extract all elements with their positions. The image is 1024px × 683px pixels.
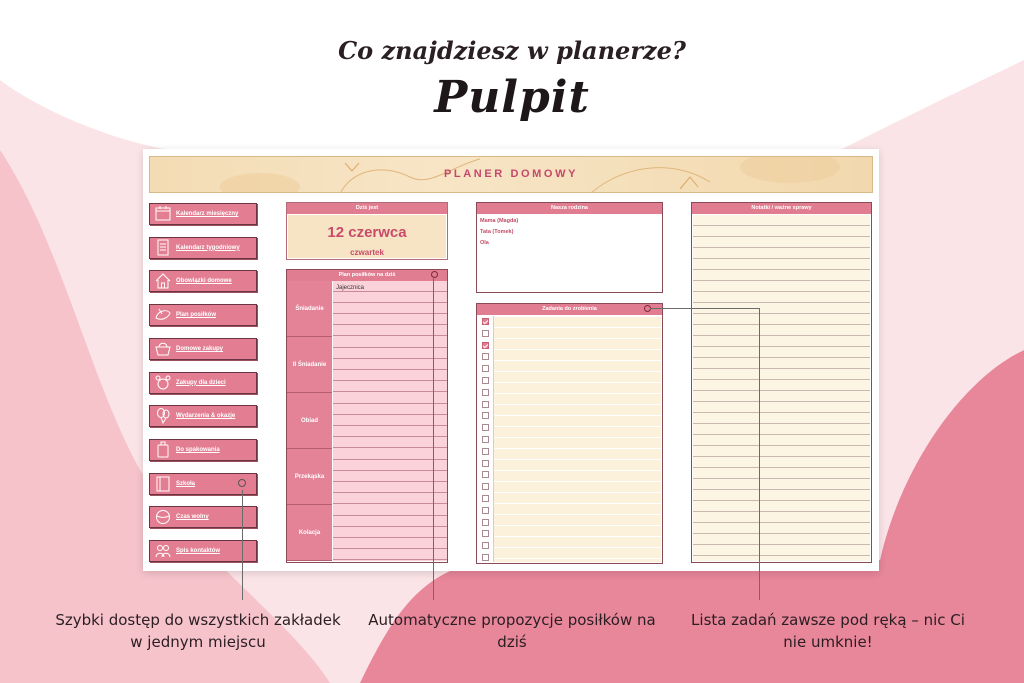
planner-banner [149,156,873,193]
nav-item[interactable] [149,237,257,259]
nav-item-label: Kalendarz tygodniowy [176,244,240,251]
todo-checkbox[interactable] [482,483,489,490]
todo-checkbox[interactable] [482,412,489,419]
nav-item[interactable] [149,203,257,225]
nav-item[interactable] [149,506,257,528]
today-body [288,215,446,258]
book-icon [150,474,176,494]
family-member: Mama (Magda) [480,218,519,224]
ball-icon [150,507,176,527]
meal-entry-area[interactable] [333,337,447,393]
todo-checkbox[interactable] [482,436,489,443]
nav-item-label: Kalendarz miesięczny [176,211,239,217]
nav-item-label: Czas wolny [176,514,209,521]
house-icon [150,271,176,291]
nav-item[interactable] [149,372,257,394]
family-box [476,202,663,293]
caption-left: Szybki dostęp do wszystkich zakładek w jednym miejscu [55,611,341,651]
todo-checkbox[interactable] [482,519,489,526]
meal-plan-header: Plan posiłków na dziś [287,270,447,281]
notes-header: Notatki / ważne sprawy [692,203,871,214]
today-box [286,202,448,260]
nav-item-label: Szkoła [176,480,196,487]
caption-right: Lista zadań zawsze pod ręką – nic Ci nie umknie! [691,611,965,651]
todo-checkbox[interactable] [482,401,489,408]
todo-lines[interactable] [493,316,661,562]
nav-item[interactable] [149,338,257,360]
todo-header: Zadania do zrobienia [477,304,662,315]
family-header: Nasza rodzina [477,203,662,214]
caption-center: Automatyczne propozycje posiłków na dziś [368,611,656,651]
notes-box [691,202,872,563]
today-header: Dziś jest [287,203,447,214]
calendar-icon [150,204,176,224]
food-icon [150,305,176,325]
todo-checkbox[interactable] [482,448,489,455]
nav-item-label: Plan posiłków [176,312,217,319]
today-weekday: czwartek [350,248,384,257]
callout-line-center [433,276,434,600]
todo-checkbox[interactable] [482,530,489,537]
nav-callout-dot [238,479,246,487]
todo-checkbox[interactable] [482,330,489,337]
nav-item-label: Zakupy dla dzieci [176,379,226,386]
callout-line-right-h [650,308,760,309]
suitcase-icon [150,440,176,460]
meal-plan-box [286,269,448,563]
nav-item-label: Domowe zakupy [176,345,224,352]
meal-label: Obiad [287,393,332,449]
todo-checkbox[interactable] [482,389,489,396]
todo-checkbox[interactable] [482,460,489,467]
todo-box [476,303,663,564]
todo-checkbox[interactable] [482,318,489,325]
meal-entry-area[interactable] [333,505,447,561]
todo-checkbox[interactable] [482,542,489,549]
todo-checkbox[interactable] [482,471,489,478]
todo-checkbox[interactable] [482,495,489,502]
meal-label: Kolacja [287,505,332,561]
meal-label: Przekąska [287,449,332,505]
todo-checkbox[interactable] [482,424,489,431]
nav-item[interactable] [149,540,257,562]
page-subtitle: Co znajdziesz w planerze? [338,36,686,65]
meal-entry-breakfast[interactable]: Jajecznica [336,285,365,291]
family-member: Ola [480,240,489,246]
callout-line-left [242,490,243,600]
todo-checkbox[interactable] [482,554,489,561]
meal-label: II Śniadanie [287,337,332,393]
basket-icon [150,339,176,359]
nav-item-label: Spis kontaktów [176,548,221,554]
today-date: 12 czerwca [327,224,407,241]
meal-entry-area[interactable] [333,449,447,505]
nav-item[interactable] [149,439,257,461]
family-member: Tata (Tomek) [480,229,514,235]
meal-label: Śniadanie [287,281,332,337]
todo-checkbox[interactable] [482,353,489,360]
people-icon [150,541,176,561]
balloons-icon [150,406,176,426]
todo-checkbox[interactable] [482,377,489,384]
nav-item-label: Obowiązki domowe [176,278,232,285]
notes-lines[interactable] [693,215,870,561]
todo-checkbox[interactable] [482,507,489,514]
teddy-bear-icon [150,373,176,393]
banner-title: PLANER DOMOWY [443,168,579,180]
nav-item-label: Do spakowania [176,446,220,453]
todo-checkbox[interactable] [482,342,489,349]
callout-line-right-v [759,308,760,600]
todo-checkbox[interactable] [482,365,489,372]
meal-entry-area[interactable] [333,393,447,449]
notepad-icon [150,238,176,258]
planner-sheet [143,149,879,571]
nav-item[interactable] [149,270,257,292]
page-title: Pulpit [434,72,590,123]
nav-item[interactable] [149,405,257,427]
nav-item-label: Wydarzenia & okazje [176,413,236,420]
nav-item[interactable] [149,304,257,326]
